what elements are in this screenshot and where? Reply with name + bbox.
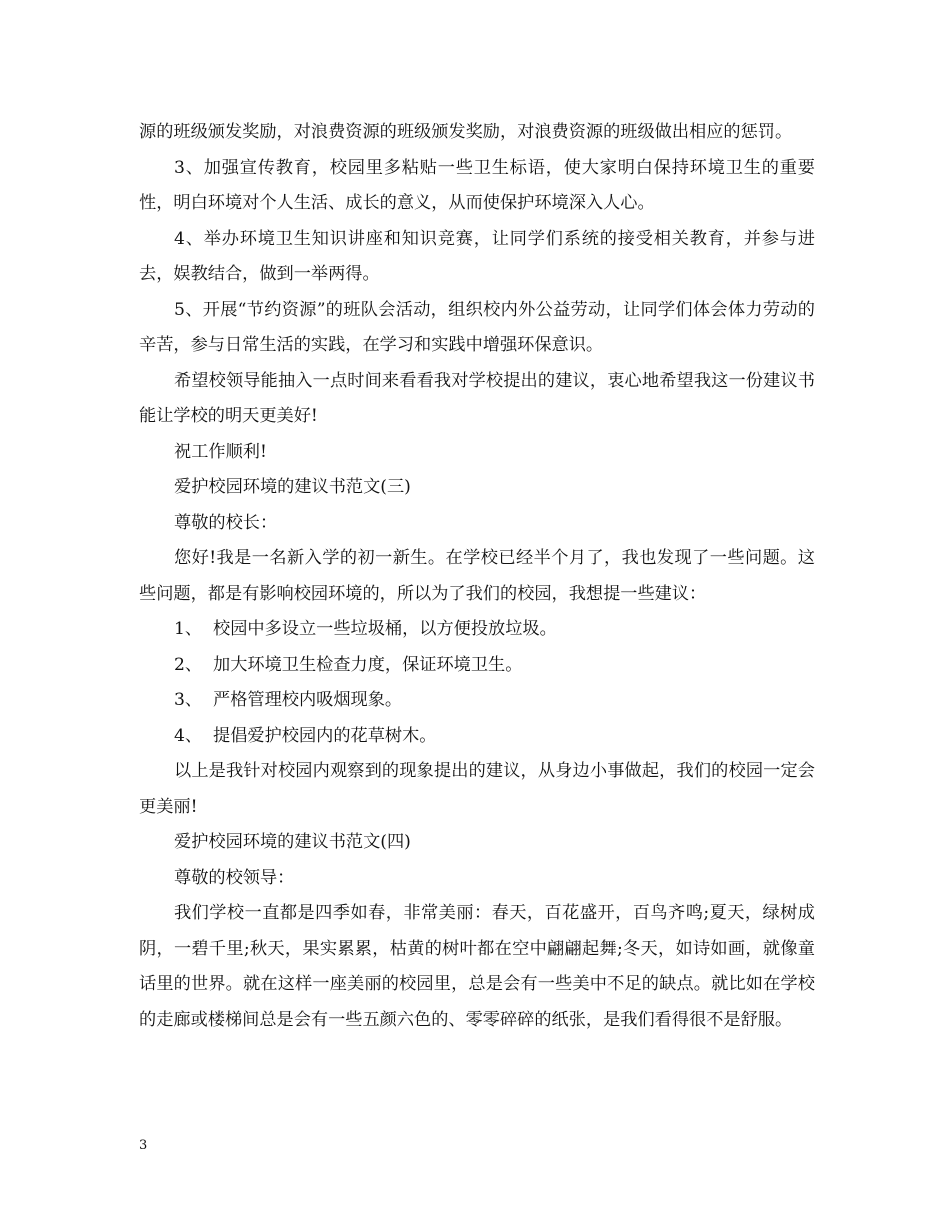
paragraph: 源的班级颁发奖励，对浪费资源的班级颁发奖励，对浪费资源的班级做出相应的惩罚。: [139, 122, 793, 142]
document-body: [139, 115, 815, 1038]
section-heading: 爱护校园环境的建议书范文(三): [174, 477, 411, 497]
page-number: 3: [139, 1138, 148, 1153]
section-heading: 爱护校园环境的建议书范文(四): [174, 832, 411, 852]
paragraph: 我们学校一直都是四季如春，非常美丽：春天，百花盛开，百鸟齐鸣;夏天，绿树成阴，一碧千里;秋天，果实累累，枯黄的树叶都在空中翩翩起舞;冬天，如诗如画，就像童话里的世界。就在这样一座美丽的校园里，总是会有一些美中不足的缺点。就比如在学校的走廊或楼梯间总是会有一些五颜六色的、零零碎碎的纸张，是我们看得很不是舒服。: [139, 903, 815, 1030]
list-item: 4、 提倡爱护校园内的花草树木。: [174, 725, 437, 746]
salutation: 尊敬的校领导：: [174, 867, 295, 888]
list-item: 1、 校园中多设立一些垃圾桶，以方便投放垃圾。: [174, 619, 557, 639]
salutation: 尊敬的校长：: [174, 512, 278, 533]
list-item: 2、 加大环境卫生检查力度，保证环境卫生。: [174, 654, 523, 675]
paragraph: 希望校领导能抽入一点时间来看看我对学校提出的建议，衷心地希望我这一份建议书能让学校的明天更美好!: [139, 370, 815, 426]
list-item: 3、 严格管理校内吸烟现象。: [174, 690, 403, 710]
paragraph: 您好!我是一名新入学的初一新生。在学校已经半个月了，我也发现了一些问题。这些问题，都是有影响校园环境的，所以为了我们的校园，我想提一些建议：: [139, 548, 815, 604]
paragraph: 5、开展“节约资源”的班队会活动，组织校内外公益劳动，让同学们体会体力劳动的辛苦，参与日常生活的实践，在学习和实践中增强环保意识。: [139, 299, 815, 355]
paragraph: 祝工作顺利!: [174, 441, 267, 462]
paragraph: 以上是我针对校园内观察到的现象提出的建议，从身边小事做起，我们的校园一定会更美丽!: [139, 761, 815, 817]
paragraph: 3、加强宣传教育，校园里多粘贴一些卫生标语，使大家明白保持环境卫生的重要性，明白环境对个人生活、成长的意义，从而使保护环境深入人心。: [139, 157, 815, 213]
paragraph: 4、举办环境卫生知识讲座和知识竞赛，让同学们系统的接受相关教育，并参与进去，娱教结合，做到一举两得。: [139, 228, 815, 284]
